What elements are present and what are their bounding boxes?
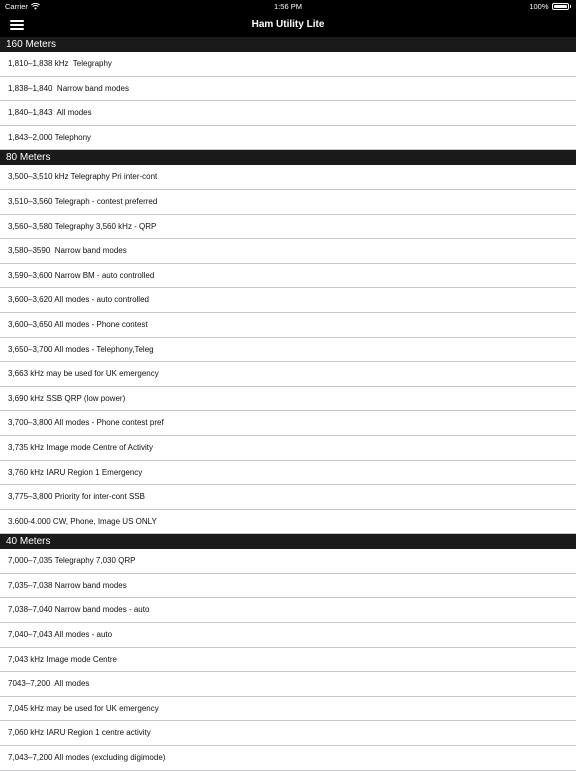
list-item[interactable]: 1,810–1,838 kHz Telegraphy bbox=[0, 52, 576, 77]
list-item[interactable]: 7043–7,200 All modes bbox=[0, 672, 576, 697]
list-item[interactable]: 1,840–1,843 All modes bbox=[0, 101, 576, 126]
list-item[interactable]: 3,735 kHz Image mode Centre of Activity bbox=[0, 436, 576, 461]
battery-group bbox=[529, 0, 571, 13]
battery-icon bbox=[552, 3, 569, 10]
list-item[interactable]: 3,590–3,600 Narrow BM - auto controlled bbox=[0, 264, 576, 289]
section-header: 160 Meters bbox=[0, 37, 576, 52]
list-item[interactable]: 3,500–3,510 kHz Telegraphy Pri inter-cont bbox=[0, 165, 576, 190]
section-header: 80 Meters bbox=[0, 150, 576, 165]
list-item[interactable]: 3,580–3590 Narrow band modes bbox=[0, 239, 576, 264]
list-item[interactable]: 3,510–3,560 Telegraph - contest preferred bbox=[0, 190, 576, 215]
battery-nub bbox=[570, 5, 572, 8]
status-bar bbox=[0, 0, 576, 13]
list-item[interactable]: 7,043–7,200 All modes (excluding digimode) bbox=[0, 746, 576, 771]
list-item[interactable]: 3,700–3,800 All modes - Phone contest pref bbox=[0, 411, 576, 436]
list-item[interactable]: 3.600-4.000 CW, Phone, Image US ONLY bbox=[0, 510, 576, 535]
list-item[interactable]: 3,760 kHz IARU Region 1 Emergency bbox=[0, 461, 576, 486]
battery-percent: 100% bbox=[529, 2, 549, 11]
list-item[interactable]: 1,843–2,000 Telephony bbox=[0, 126, 576, 151]
section-header: 40 Meters bbox=[0, 534, 576, 549]
list-item[interactable]: 7,000–7,035 Telegraphy 7,030 QRP bbox=[0, 549, 576, 574]
list-item[interactable]: 7,035–7,038 Narrow band modes bbox=[0, 574, 576, 599]
page-title: Ham Utility Lite bbox=[251, 19, 325, 30]
carrier-label: Carrier bbox=[5, 2, 28, 11]
list-item[interactable]: 7,043 kHz Image mode Centre bbox=[0, 648, 576, 673]
list-item[interactable]: 3,560–3,580 Telegraphy 3,560 kHz - QRP bbox=[0, 215, 576, 240]
list-item[interactable]: 3,600–3,620 All modes - auto controlled bbox=[0, 288, 576, 313]
list-item[interactable]: 3,663 kHz may be used for UK emergency bbox=[0, 362, 576, 387]
nav-bar bbox=[0, 13, 576, 37]
list-item[interactable]: 3,690 kHz SSB QRP (low power) bbox=[0, 387, 576, 412]
list-item[interactable]: 7,040–7,043 All modes - auto bbox=[0, 623, 576, 648]
list-item[interactable]: 7,060 kHz IARU Region 1 centre activity bbox=[0, 721, 576, 746]
list-item[interactable]: 3,775–3,800 Priority for inter-cont SSB bbox=[0, 485, 576, 510]
list-item[interactable]: 7,038–7,040 Narrow band modes - auto bbox=[0, 598, 576, 623]
band-list[interactable] bbox=[0, 37, 576, 771]
list-item[interactable]: 3,650–3,700 All modes - Telephony,Teleg bbox=[0, 338, 576, 363]
list-item[interactable]: 1,838–1,840 Narrow band modes bbox=[0, 77, 576, 102]
list-item[interactable]: 3,600–3,650 All modes - Phone contest bbox=[0, 313, 576, 338]
clock: 1:56 PM bbox=[274, 2, 302, 11]
list-item[interactable]: 7,045 kHz may be used for UK emergency bbox=[0, 697, 576, 722]
